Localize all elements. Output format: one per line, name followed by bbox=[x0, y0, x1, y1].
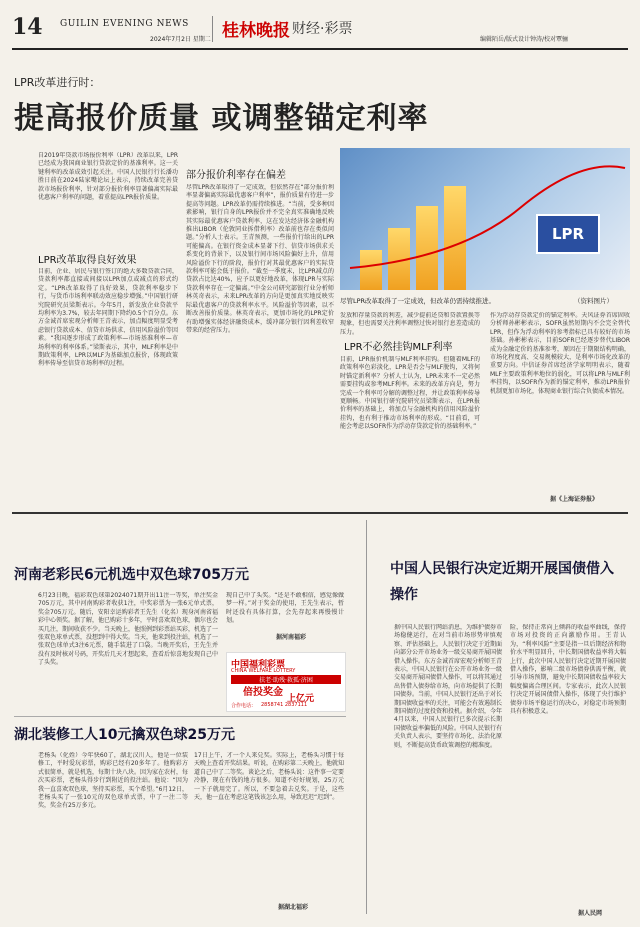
lottery-brand: 中国福利彩票 bbox=[231, 660, 286, 670]
section-title: 财经·彩票 bbox=[292, 21, 353, 37]
editors-credit: 编辑陌岳/版式设计钟涛/校对覃骊 bbox=[480, 36, 569, 43]
page-number: 14 bbox=[12, 14, 43, 40]
lead-kicker: LPR改革进行时： bbox=[14, 76, 101, 89]
lead-source: 据《上海证券报》 bbox=[550, 496, 599, 503]
lpr-sign: LPR bbox=[536, 214, 600, 254]
story2-text-left: 6月23日晚，福彩双色球第2024071期开出11注一等奖，单注奖金705万元，其中河南购彩者收获1注，中奖彩票为一张6元单式票，奖金705万元。随后，安阳幸运购彩者王先生（化名）现身河南省福彩中心领奖。据了解，他已购彩十多年，平时喜欢双色球，偶尔也会买几注，期间收获不少。当天晚上，他照例到彩票站买彩，机选了一张双色球单式票，没想到中得大奖。当天，他来到投注站，机选了一张双色球单式3注6元票，随手装进了口袋。当晚开奖后，王先生并没有及时核对号码，开奖后几天才想起来，查看后惊喜地发现自己中了头奖。 bbox=[38, 592, 218, 667]
lead-col1-text: 目前，企业、居民与银行签订的绝大多数贷款合同，贷款利率都直接或间接以LPR加点或减点的形式约定。“LPR改革取得了良好效果，贷款利率稳步下行，与货币市场利率联动效应稳步增强。”中国银行研究院研究员梁斯表示。今年5月，新发放企业贷款平均利率为3.7%，较去年同期下降约0.5个百分点。东方金诚首席宏观分析师王青表示，加点幅度明显受考虑银行贷款成本、信贷市场供求、信用风险溢价等因素。“我国逐步形成了政策利率—市场基准利率—市场利率的利率体系。”梁斯表示，其中，MLF利率是中期政策利率，LPR以MLF为基础加点报价，体现政策利率传导至信贷市场利率的过程。 bbox=[38, 268, 178, 368]
newspaper-logo: 桂林晚报 bbox=[222, 21, 290, 41]
story4-text-left: 据中国人民银行网站消息，为维护债券市场稳健运行，在对当前市场形势审慎观察、评估基础上，人民银行决定于近期面向部分公开市场业务一级交易商开展国债借入操作。东方金诚首席宏观分析师王青表示，中国人民银行在公开市场业务一级交易商开展国债借入操作，可以将其通过出售借入债券给市场，向市场提供了长期国债券。当前，中国人民银行还出于对长期国债收益率的关注，可能会有效遏制长期国债的过度投资和投机。据介绍，今年4月以来，中国人民银行已多次提示长期国债收益率偏低的风险。中国人民银行有关负责人表示，要坚持市场化、法治化原则，不断提高货币政策调控的精准度。 bbox=[394, 624, 502, 749]
story2-source: 据河南福彩 bbox=[276, 634, 307, 641]
lead-col3-top: 发放和存量贷款的利差，减少提前还贷和贷款置换等现象，但也需要关注利率调整过快对银行息差造成的压力。 bbox=[340, 312, 480, 336]
lead-col4-text: 作为浮动存贷款定价的锚定利率。天风证券首席固收分析师孙彬彬表示，SOFR虽然短期内不会完全替代LPR，但作为浮动利率的参考指标已具有较好的市场基础。孙彬彬表示，目前SOFR已经逐步替代LIBOR成为金融定价的基准参考，原因在于期限结构明确，市场化程度高、交易规模较大，是利率市场化改革的重要方向。中信证券首席经济学家明明表示，随着MLF主要政策利率地位的弱化，可以将LPR与MLF利率挂钩，以SOFR作为新的锚定利率，推动LPR报价机制更加市场化，体现商业银行综合负债成本情况。 bbox=[490, 312, 630, 395]
lottery-promo: 倍投奖金 bbox=[243, 687, 283, 698]
lead-intro: 自2019年贷款市场报价利率（LPR）改革以来，LPR已经成为我国商业银行贷款定价的基准利率。这一关键利率的改革成效引起关注。中国人民银行行长潘功胜日前在2024陆家嘴论坛上表示，持续改革完善贷款市场报价利率，针对部分报价利率显著偏离实际最优惠客户利率的问题，着重提高LPR报价质量。 bbox=[38, 152, 178, 202]
brand-english: GUILIN EVENING NEWS bbox=[60, 19, 189, 29]
lead-bottom-rule bbox=[12, 512, 628, 514]
lead-section3-title: LPR不必然挂钩MLF利率 bbox=[344, 342, 453, 353]
story2-text-right: 现自己中了头奖。“还是不敢相信，感觉像做梦一样。”对于奖金的使用，王先生表示，暂时还没有具体打算，会先存起来再慢慢计划。 bbox=[226, 592, 344, 625]
story4-text-right: 险，保持正常向上倾斜的收益率曲线，保持市场对投资的正向激励作用。王青认为，“利率风险”主要是指一旦后期经济和物价水平明显回升，中长期国债收益率将大幅上行，此次中国人民银行决定近期开展国债借入操作，影响二级市场债券供需平衡，就引导市场预期，避免中长期国债收益率较大幅度偏离合理区间。专家表示，此次人民银行决定开展国债借入操作，体现了央行维护债券市场平稳运行的决心，对稳定市场预期具有积极意义。 bbox=[510, 624, 626, 716]
lead-col3-text: 目前，LPR报价机制与MLF利率挂钩。但随着MLF的政策利率色彩淡化，LPR是否会与MLF脱钩，又将何时锚定新利率？分析人士认为，LPR未来不一定必然需要挂钩或参考MLF利率。未来的改革方向是，努力完成一个利率可分解的调整过程，并让政策利率传导更顺畅。中国银行研究院研究员梁斯表示，在LPR报价利率的基础上，将加点与金融机构的信用风险溢价挂钩，也有利于推动市场利率的形成。“目前看，可能会考虑以SOFR作为浮动存贷款定价的基础利率。” bbox=[340, 356, 480, 431]
lottery-phone: 2858741 2837111 bbox=[261, 702, 308, 708]
photo-caption: 尽管LPR改革取得了一定成效，但改革仍需持续推进。 bbox=[340, 297, 496, 305]
header-divider bbox=[212, 16, 213, 42]
header-rule bbox=[12, 48, 628, 50]
lottery-amount: 上亿元 bbox=[287, 694, 315, 704]
lpr-illustration bbox=[340, 148, 630, 290]
trend-curve-icon bbox=[340, 148, 630, 290]
lottery-en: CHINA WELFARE LOTTERY bbox=[231, 668, 296, 674]
lottery-slogan: 扶老·助残·救孤·济困 bbox=[231, 675, 341, 684]
lead-headline: 提高报价质量 或调整锚定利率 bbox=[14, 101, 429, 136]
lead-col2-text: 尽管LPR改革取得了一定成效，但依然存在“部分报价利率显著偏离实际最优惠客户利率”，报价质量有待进一步提高等问题。LPR改革仍需持续推进。“当前，受多种因素影响，银行自身的LPR报价并不完全真实准确地反映其实际最优惠客户贷款利率，这在发达经济体金融机构推出LIBOR（伦敦同业拆借利率）改革前也存在类似问题。”分析人士表示。王青预测，一些报价行给出的LPR可能偏高。在银行资金成本显著下行、信贷市场供求关系变化的背景下，以及银行间市场风险偏好上升，信用风险溢价下行的阶段，报价行对其最优惠客户的实际贷款利率可能会低于报价。“截至一季度末，比LPR减点的贷款占比达40%，应予以更好地改革，体现LPR与实际贷款利率存在一定偏离。”中金公司研究部银行业分析师林英奇表示，未来LPR改革的方向是更加真实地反映实际最优惠客户的贷款利率水平。风险溢价等因素，以不断改善报价质量。林英奇表示，更加市场化的LPR定价有助增强实体经济融资成本，缓冲部分银行因利差收窄带来的经营压力。 bbox=[186, 184, 334, 334]
story2-title: 河南老彩民6元机选中双色球705万元 bbox=[14, 567, 249, 583]
story3-text-left: 老杨头（化姓）今年快60了，湖北汉川人，他是一位装修工，平时爱玩彩票，购彩已经有20多年了。他购彩方式很简单，就是机选，每期十块八块。因为家在农村，每次买彩票，老杨头得步行到附近的投注站。他说：“因为我一直喜欢双色球，坚持买彩票，买个希望。”6月12日，老杨头买了一张10元的双色球单式票，中了一注二等奖，奖金有25万多元。 bbox=[38, 752, 188, 810]
story3-text-right: 17日上午，才一个人来兑奖。实际上，老杨头习惯于每天晚上查看开奖结果。听说，在购彩第二天晚上，他就知道自己中了二等奖。谈论之后，老杨头说：这件事一定要冷静，现在有钱的地方很多。知道不好好规划，25万元一下子就用完了。所以，不要急着去兑奖。于是，这些天，他一直在考虑这笔钱该怎么用，导致迟迟“迟到”。 bbox=[194, 752, 344, 802]
story4-source: 据人民网 bbox=[578, 910, 603, 917]
lead-section2-title: 部分报价利率存在偏差 bbox=[186, 170, 286, 181]
story-divider bbox=[14, 716, 346, 717]
lottery-phone-label: 合作电话： bbox=[231, 703, 257, 709]
story4-title: 中国人民银行决定近期开展国债借入操作 bbox=[390, 561, 614, 603]
lead-section1-title: LPR改革取得良好效果 bbox=[38, 255, 137, 266]
photo-credit: （资料图片） bbox=[574, 297, 613, 305]
issue-date: 2024年7月2日 星期二 bbox=[150, 36, 211, 43]
column-divider bbox=[366, 520, 367, 914]
lottery-ad bbox=[226, 652, 346, 712]
story3-title: 湖北装修工人10元擒双色球25万元 bbox=[14, 727, 235, 743]
story3-source: 据湖北福彩 bbox=[278, 904, 309, 911]
